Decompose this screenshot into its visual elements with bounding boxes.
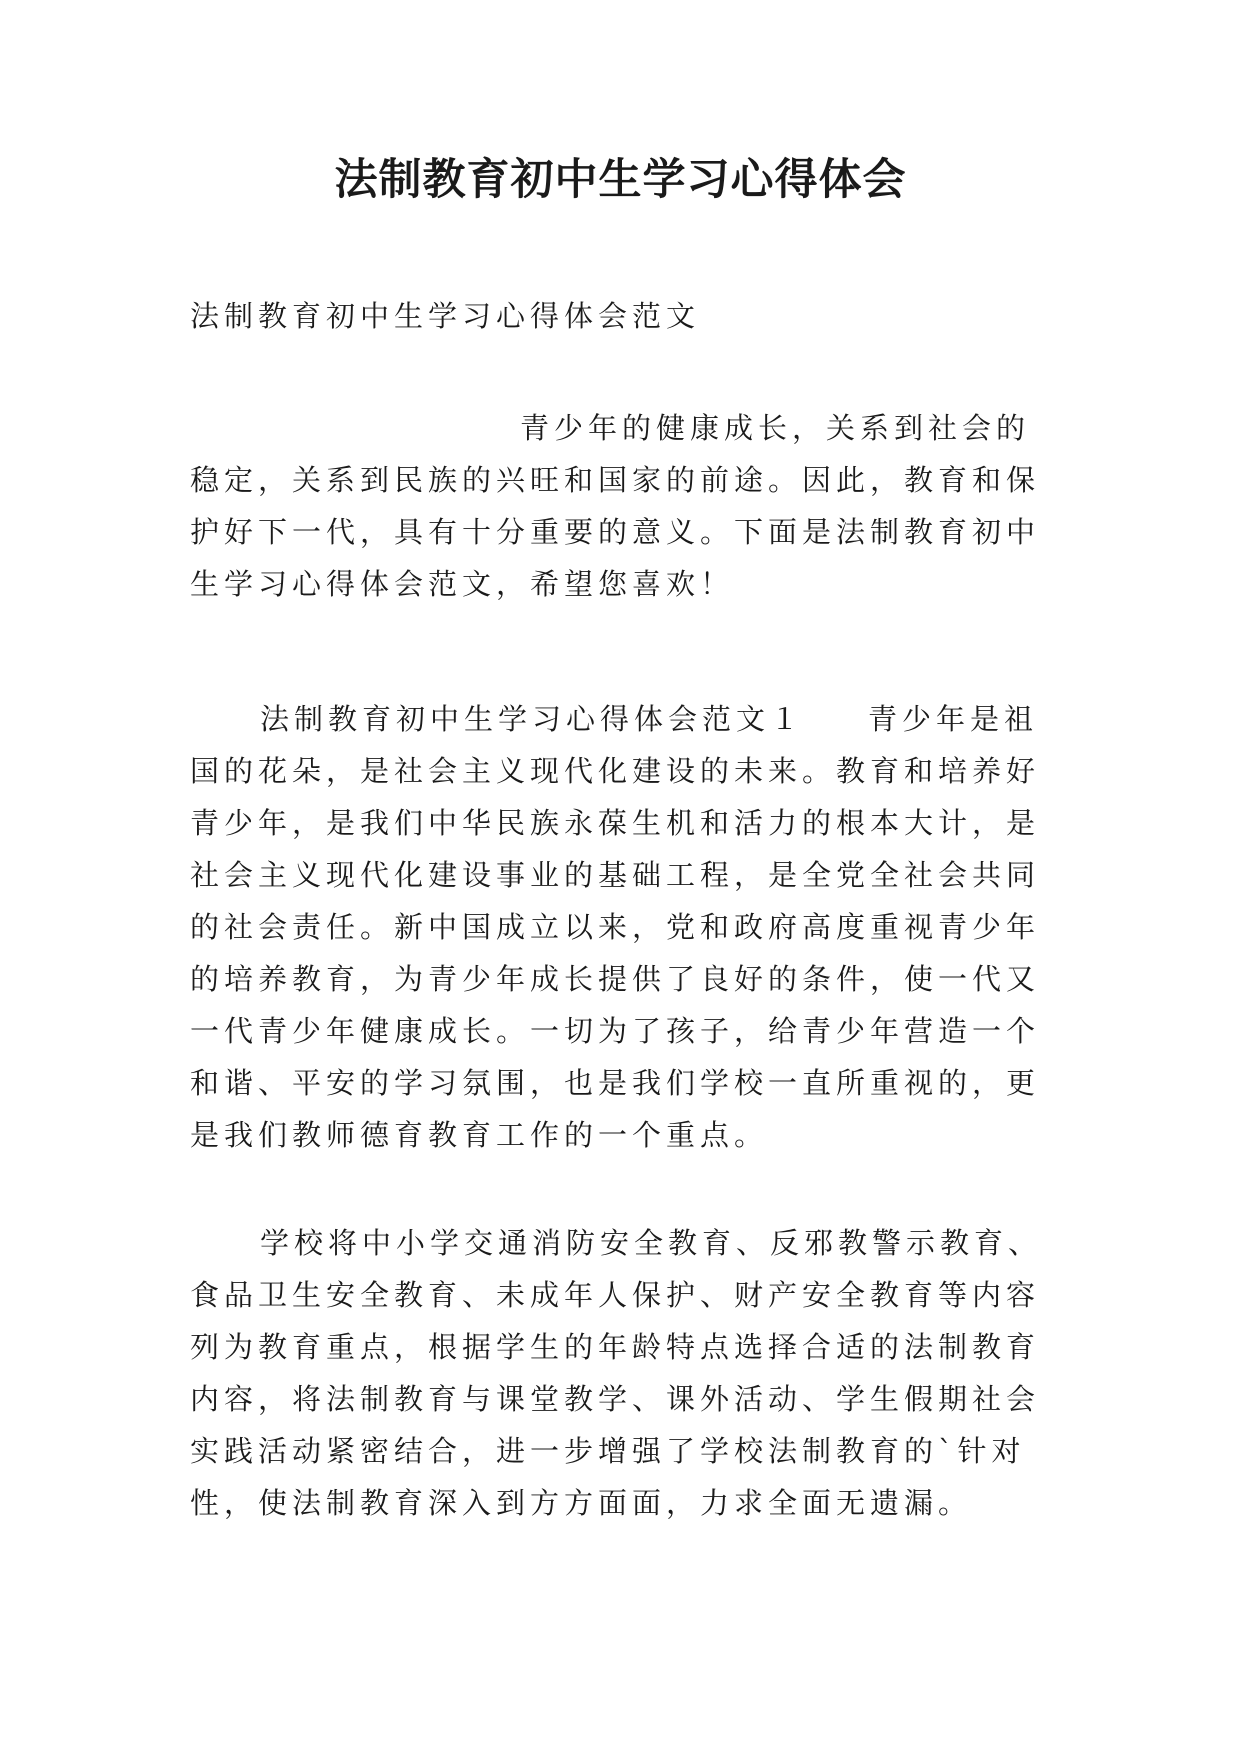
body-paragraph-2: 学校将中小学交通消防安全教育、反邪教警示教育、食品卫生安全教育、未成年人保护、财产安全教育等内容列为教育重点，根据学生的年龄特点选择合适的法制教育内容，将法制教育与课堂教学、课外活动、学生假期社会实践活动紧密结合，进一步增强了学校法制教育的`针对性，使法制教育深入到方方面面，力求全面无遗漏。: [190, 1226, 1043, 1520]
document-subtitle: 法制教育初中生学习心得体会范文: [190, 299, 701, 333]
section-1-paragraph: [190, 693, 1052, 1161]
document-title: 法制教育初中生学习心得体会: [334, 155, 907, 205]
intro-paragraph: 青少年的健康成长，关系到社会的稳定，关系到民族的兴旺和国家的前途。因此，教育和保护好下一代，具有十分重要的意义。下面是法制教育初中生学习心得体会范文，希望您喜欢！: [190, 411, 1041, 601]
section-1-body: 青少年是祖国的花朵，是社会主义现代化建设的未来。教育和培养好青少年，是我们中华民族永葆生机和活力的根本大计，是社会主义现代化建设事业的基础工程，是全党全社会共同的社会责任。新中国成立以来，党和政府高度重视青少年的培养教育，为青少年成长提供了良好的条件，使一代又一代青少年健康成长。一切为了孩子，给青少年营造一个和谐、平安的学习氛围，也是我们学校一直所重视的，更是我们教师德育教育工作的一个重点。: [190, 702, 1041, 1152]
section-1-heading: 法制教育初中生学习心得体会范文１: [260, 702, 805, 736]
